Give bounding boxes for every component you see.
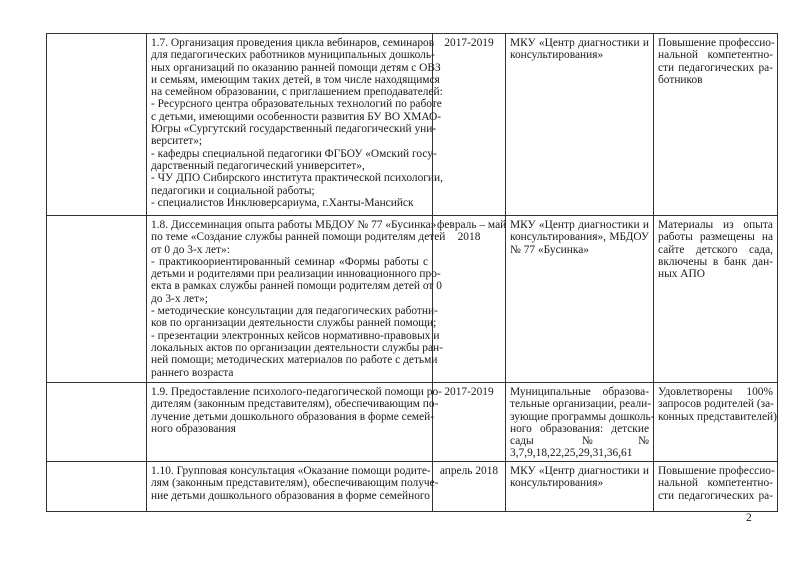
result-line: сайте детского сада,	[658, 243, 773, 256]
period-cell	[433, 383, 506, 462]
empty-cell	[47, 383, 147, 462]
activity-line: екта в рамках службы ранней помощи родителям детей от 0	[151, 280, 442, 293]
period-cell	[433, 462, 506, 512]
plan-table	[46, 33, 778, 512]
empty-cell	[47, 462, 147, 512]
activity-line: и семьям, имеющим таких детей, в том числе находящимся	[151, 73, 440, 86]
executor-line: Муниципальные образова-	[510, 386, 649, 398]
table-row	[47, 216, 778, 383]
activity-line: Югры «Сургутский государственный педагогический уни-	[151, 123, 437, 136]
activity-line: раннего возраста	[151, 366, 234, 379]
result-line: запросов родителей (за-	[658, 398, 774, 411]
result-cell	[654, 383, 778, 462]
table-row	[47, 383, 778, 462]
activity-line: локальных актов по организации деятельности службы ран-	[151, 341, 443, 354]
activity-line: для педагогических работников муниципальных дошколь-	[151, 49, 435, 62]
result-line: нальной компетентно-	[658, 477, 773, 490]
activity-line: - ЧУ ДПО Сибирского института практической психологии,	[151, 172, 443, 185]
activity-line: 1.10. Групповая консультация «Оказание помощи родите-	[151, 465, 431, 477]
activity-line: ней помощи; методических материалов по работе с детьми	[151, 354, 438, 367]
result-line: Материалы из опыта	[658, 219, 773, 231]
executor-line: консультирования»	[510, 49, 604, 62]
activity-line: ных организаций по оказанию ранней помощи детям с ОВЗ	[151, 61, 441, 74]
activity-line: - методические консультации для педагогических работни-	[151, 305, 438, 318]
activity-line: ного образования	[151, 422, 236, 435]
activity-line: по теме «Создание службы ранней помощи родителям детей	[151, 231, 446, 244]
period-line: февраль – май	[437, 219, 507, 231]
activity-line: от 0 до 3-х лет»:	[151, 243, 230, 256]
executor-line: МКУ «Центр диагностики и	[510, 219, 649, 231]
activity-line: 1.8. Диссеминация опыта работы МБДОУ № 77 «Бусинка»	[151, 219, 437, 231]
activity-cell	[147, 34, 443, 216]
executor-line: сады №№	[510, 435, 649, 448]
activity-line: детьми и родителями при реализации инновационного про-	[151, 268, 441, 281]
executor-cell	[506, 34, 654, 216]
activity-line: дителям (законным представителям), обеспечивающим по-	[151, 398, 439, 411]
activity-line: до 3-х лет»;	[151, 292, 208, 305]
executor-cell	[506, 216, 654, 383]
result-cell	[654, 216, 778, 383]
executor-line: 3,7,9,18,22,25,29,31,36,61	[510, 447, 633, 460]
result-line: работы размещены на	[658, 231, 773, 244]
result-line: сти педагогических ра-	[658, 61, 773, 74]
empty-cell	[47, 216, 147, 383]
activity-line: - специалистов Инклюверсариума, г.Ханты-Мансийск	[151, 196, 414, 209]
period-line: апрель 2018	[439, 465, 499, 477]
period-line: 2017-2019	[444, 37, 494, 49]
activity-line: педагогики и социальной работы;	[151, 184, 315, 197]
activity-line: 1.7. Организация проведения цикла вебинаров, семинаров	[151, 37, 435, 49]
executor-line: консультирования», МБДОУ	[510, 231, 649, 244]
activity-line: - практикоориентированный семинар «Формы работы с	[151, 255, 428, 268]
empty-cell	[47, 34, 147, 216]
result-line: включены в банк дан-	[658, 255, 773, 268]
result-line: сти педагогических ра-	[658, 489, 773, 502]
result-line: ных АПО	[658, 268, 705, 281]
activity-line: верситет»;	[151, 135, 203, 148]
period-line: 2018	[457, 231, 481, 244]
result-line: нальной компетентно-	[658, 49, 773, 62]
activity-line: ние детьми дошкольного образования в форме семейного	[151, 489, 430, 502]
activity-line: ков по организации деятельности службы ранней помощи;	[151, 317, 437, 330]
executor-line: консультирования»	[510, 477, 604, 490]
activity-line: лучение детьми дошкольного образования в форме семей-	[151, 410, 435, 423]
table-row	[47, 34, 778, 216]
executor-line: ного образования: детские	[510, 422, 649, 435]
activity-line: дарственный педагогический университет»,	[151, 159, 365, 172]
executor-line: зующие программы дошколь-	[510, 410, 655, 423]
result-line: Повышение профессио-	[658, 37, 775, 49]
activity-line: - презентации электронных кейсов нормативно-правовых и	[151, 329, 440, 342]
period-cell	[433, 34, 506, 216]
result-line: Удовлетворены 100%	[658, 386, 773, 398]
executor-cell	[506, 462, 654, 512]
activity-cell	[147, 216, 446, 383]
activity-line: - Ресурсного центра образовательных технологий по работе	[151, 98, 442, 111]
executor-line: МКУ «Центр диагностики и	[510, 37, 649, 49]
executor-line: № 77 «Бусинка»	[510, 243, 589, 256]
activity-cell	[147, 383, 442, 462]
table-row	[47, 462, 778, 512]
page-number: 2	[746, 512, 752, 524]
result-cell	[654, 462, 778, 512]
activity-line: на семейном образовании, с приглашением преподавателей:	[151, 86, 443, 99]
result-cell	[654, 34, 778, 216]
result-line: конных представителей)	[658, 410, 777, 423]
result-line: Повышение профессио-	[658, 465, 775, 477]
activity-cell	[147, 462, 439, 512]
period-line: 2017-2019	[444, 386, 494, 398]
executor-line: тельные организации, реали-	[510, 398, 652, 411]
activity-line: лям (законным представителям), обеспечивающим получе-	[151, 477, 439, 490]
activity-line: с детьми, имеющими особенности развития БУ ВО ХМАО-	[151, 110, 442, 123]
result-line: ботников	[658, 73, 703, 86]
executor-line: МКУ «Центр диагностики и	[510, 465, 649, 477]
activity-line: - кафедры специальной педагогики ФГБОУ «Омский госу-	[151, 147, 437, 160]
activity-line: 1.9. Предоставление психолого-педагогической помощи ро-	[151, 386, 442, 398]
executor-cell	[506, 383, 654, 462]
